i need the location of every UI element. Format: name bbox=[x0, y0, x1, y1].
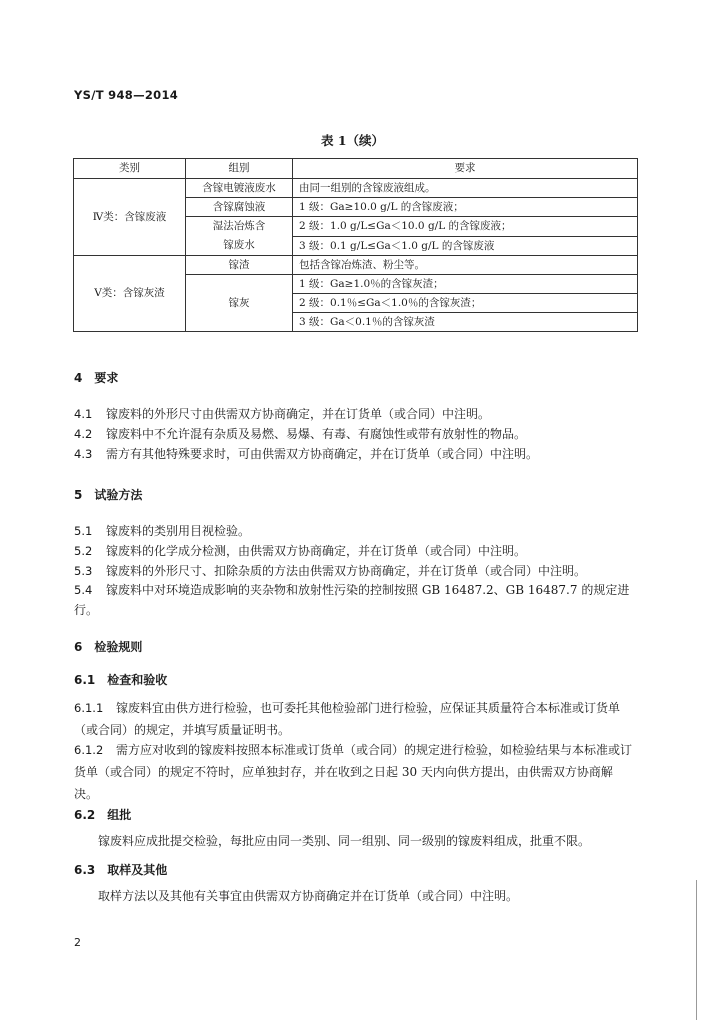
requirement-cell: 3 级：0.1 g/L≤Ga＜1.0 g/L 的含镓废液 bbox=[293, 236, 638, 256]
clause-number: 4.1 bbox=[74, 407, 93, 421]
requirement-cell: 1 级：Ga≥1.0％的含镓灰渣； bbox=[293, 275, 638, 294]
clause-4-1 bbox=[74, 403, 632, 425]
clause-number: 5.1 bbox=[74, 524, 93, 538]
category-cell: Ⅴ类：含镓灰渣 bbox=[74, 256, 186, 332]
section-6-1-heading: 6.1 检查和验收 bbox=[74, 673, 168, 687]
group-cell: 镓渣 bbox=[186, 256, 293, 275]
clause-text: 需方应对收到的镓废料按照本标准或订货单（或合同）的规定进行检验，如检验结果与本标准或订货单（或合同）的规定不符时，应单独封存，并在收到之日起 30 天内向供方提出，由供需双方协商解决。 bbox=[74, 743, 633, 801]
section-5-heading: 5 试验方法 bbox=[74, 488, 143, 502]
group-line: 湿法冶炼含 bbox=[212, 220, 266, 232]
table-row bbox=[74, 256, 638, 275]
clause-5-4 bbox=[74, 580, 632, 620]
scan-edge-line bbox=[696, 880, 697, 1020]
section-6-2-heading: 6.2 组批 bbox=[74, 808, 132, 822]
header-category: 类别 bbox=[74, 159, 186, 179]
requirement-cell: 由同一组别的含镓废液组成。 bbox=[293, 179, 638, 198]
clause-5-2 bbox=[74, 540, 632, 562]
table-row bbox=[74, 179, 638, 198]
clause-text: 镓废料的化学成分检测，由供需双方协商确定，并在订货单（或合同）中注明。 bbox=[106, 544, 527, 558]
category-cell: Ⅳ类：含镓废液 bbox=[74, 179, 186, 256]
section-4-heading: 4 要求 bbox=[74, 371, 119, 385]
clause-number: 5.3 bbox=[74, 564, 93, 578]
clause-number: 4.3 bbox=[74, 447, 93, 461]
clause-text: 镓废料中对环境造成影响的夹杂物和放射性污染的控制按照 GB 16487.2、GB 16487.7 的规定进行。 bbox=[74, 583, 630, 617]
group-cell: 含镓腐蚀液 bbox=[186, 198, 293, 217]
table-header-row bbox=[74, 159, 638, 179]
requirement-cell: 2 级：1.0 g/L≤Ga＜10.0 g/L 的含镓废液； bbox=[293, 217, 638, 237]
clause-number: 6.1.2 bbox=[74, 743, 104, 757]
group-cell: 含镓电镀液废水 bbox=[186, 179, 293, 198]
clause-6-1-2 bbox=[74, 739, 632, 805]
clause-6-2-text: 镓废料应成批提交检验，每批应由同一类别、同一组别、同一级别的镓废料组成，批重不限。 bbox=[98, 834, 591, 848]
page-number: 2 bbox=[74, 936, 81, 949]
requirement-cell: 1 级：Ga≥10.0 g/L 的含镓废液； bbox=[293, 198, 638, 217]
requirements-table bbox=[73, 158, 638, 332]
clause-text: 镓废料的外形尺寸由供需双方协商确定，并在订货单（或合同）中注明。 bbox=[106, 407, 491, 421]
clause-text: 镓废料的外形尺寸、扣除杂质的方法由供需双方协商确定，并在订货单（或合同）中注明。 bbox=[106, 564, 587, 578]
clause-4-2 bbox=[74, 423, 632, 445]
group-line: 镓废水 bbox=[223, 239, 255, 251]
clause-5-1 bbox=[74, 520, 632, 542]
standard-number: YS/T 948—2014 bbox=[74, 88, 179, 102]
clause-text: 镓废料宜由供方进行检验，也可委托其他检验部门进行检验，应保证其质量符合本标准或订货单（或合同）的规定，并填写质量证明书。 bbox=[74, 701, 621, 737]
section-6-3-heading: 6.3 取样及其他 bbox=[74, 863, 168, 877]
clause-number: 4.2 bbox=[74, 427, 93, 441]
clause-6-3-text: 取样方法以及其他有关事宜由供需双方协商确定并在订货单（或合同）中注明。 bbox=[98, 889, 519, 903]
header-group: 组别 bbox=[186, 159, 293, 179]
clause-text: 需方有其他特殊要求时，可由供需双方协商确定，并在订货单（或合同）中注明。 bbox=[106, 447, 539, 461]
requirement-cell: 3 级：Ga＜0.1％的含镓灰渣 bbox=[293, 313, 638, 332]
group-cell: 镓灰 bbox=[186, 275, 293, 332]
requirement-cell: 包括含镓冶炼渣、粉尘等。 bbox=[293, 256, 638, 275]
table-caption: 表 1（续） bbox=[320, 133, 385, 148]
group-cell bbox=[186, 217, 293, 256]
header-requirement: 要求 bbox=[293, 159, 638, 179]
clause-text: 镓废料中不允许混有杂质及易燃、易爆、有毒、有腐蚀性或带有放射性的物品。 bbox=[106, 427, 527, 441]
clause-number: 5.4 bbox=[74, 583, 93, 597]
requirement-cell: 2 级：0.1％≤Ga＜1.0％的含镓灰渣； bbox=[293, 294, 638, 313]
clause-5-3 bbox=[74, 560, 632, 582]
clause-text: 镓废料的类别用目视检验。 bbox=[106, 524, 251, 538]
section-6-heading: 6 检验规则 bbox=[74, 640, 143, 654]
clause-number: 5.2 bbox=[74, 544, 93, 558]
clause-4-3 bbox=[74, 443, 632, 465]
clause-number: 6.1.1 bbox=[74, 701, 104, 715]
clause-6-1-1 bbox=[74, 697, 632, 741]
